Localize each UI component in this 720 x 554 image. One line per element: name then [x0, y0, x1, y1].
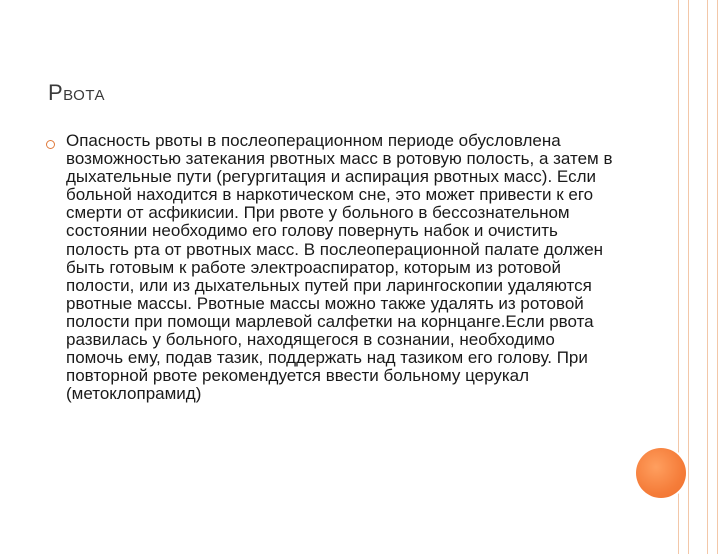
- bullet-icon: [46, 140, 55, 149]
- slide-title: Рвота: [48, 80, 106, 105]
- decorative-circle: [636, 448, 686, 498]
- decorative-frame-inner: [688, 0, 708, 554]
- slide-body-text: Опасность рвоты в послеоперационном периоде обусловлена возможностью затекания рвотных масс в ротовую полость, а затем в дыхательные пути (регургитация и аспирация рвотных масс). Если больной находится в наркотическом сне, это может привести к его смерти от асфикисии. При рвоте у больного в бессознательном состоянии необходимо его голову повернуть набок и очистить полость рта от рвотных масс. В послеоперационной палате должен быть готовым к работе электроаспиратор, которым из ротовой полости, или из дыхательных путей при ларингоскопии удаляются рвотные массы. Рвотные массы можно также удалять из ротовой полости при помощи марлевой салфетки на корнцанге.Если рвота развилась у больного, находящегося в сознании, необходимо помочь ему, подав тазик, поддержать над тазиком его голову. При повторной рвоте рекомендуется ввести больному церукал (метоклопрамид): [66, 131, 613, 404]
